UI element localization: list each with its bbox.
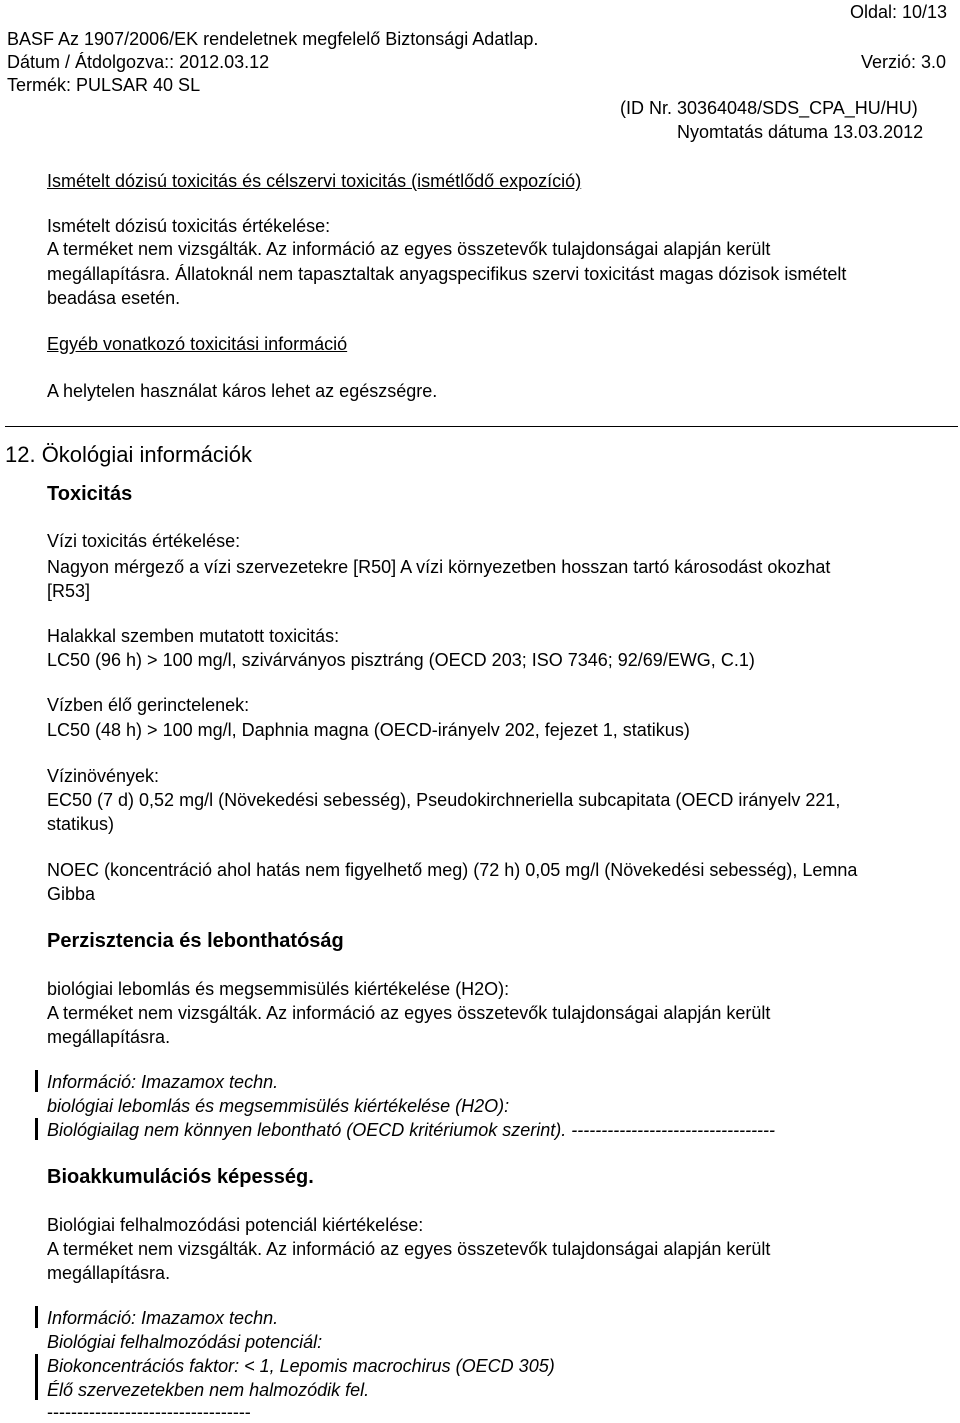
section-divider [5,426,958,427]
fish-value: LC50 (96 h) > 100 mg/l, szivárványos pisztráng (OECD 203; ISO 7346; 92/69/EWG, C.1) [47,650,755,670]
noec-line: NOEC (koncentráció ahol hatás nem figyelhető meg) (72 h) 0,05 mg/l (Növekedési sebesség), Lemna [47,860,858,880]
fish-label: Halakkal szemben mutatott toxicitás: [47,626,340,646]
plants-label: Vízinövények: [47,766,160,786]
noec-line: Gibba [47,884,96,904]
page-number: Oldal: 10/13 [850,2,948,22]
persistence-line: megállapításra. [47,1027,171,1047]
bioaccumulation-info: Információ: Imazamox techn. [47,1308,279,1328]
change-bar [35,1306,38,1328]
change-bar [35,1354,38,1400]
other-tox-heading: Egyéb vonatkozó toxicitási információ [47,334,348,354]
repeated-dose-heading: Ismételt dózisú toxicitás és célszervi toxicitás (ismétlődő expozíció) [47,171,582,191]
invertebrates-label: Vízben élő gerinctelenek: [47,695,250,715]
bioaccumulation-info-label: Biológiai felhalmozódási potenciál: [47,1332,323,1352]
print-date: Nyomtatás dátuma 13.03.2012 [677,122,924,142]
aquatic-line: Nagyon mérgező a vízi szervezetekre [R50] A vízi környezetben hosszan tartó károsodást okozhat [47,557,831,577]
bioaccumulation-heading: Bioakkumulációs képesség. [47,1166,314,1188]
other-tox-text: A helytelen használat káros lehet az egészségre. [47,381,438,401]
plants-line: EC50 (7 d) 0,52 mg/l (Növekedési sebesség), Pseudokirchneriella subcapitata (OECD irányelv 221, [47,790,841,810]
bioaccumulation-line: megállapításra. [47,1263,171,1283]
aquatic-line: [R53] [47,581,91,601]
bioaccumulation-info-value: Biokoncentrációs faktor: < 1, Lepomis macrochirus (OECD 305) [47,1356,555,1376]
bioaccumulation-line: A terméket nem vizsgálták. Az információ az egyes összetevők tulajdonságai alapján került [47,1239,771,1259]
plants-line: statikus) [47,814,115,834]
repeated-dose-label: Ismételt dózisú toxicitás értékelése: [47,216,331,236]
persistence-heading: Perzisztencia és lebonthatóság [47,930,344,952]
bioaccumulation-label: Biológiai felhalmozódási potenciál kiértékelése: [47,1215,424,1235]
repeated-dose-line: megállapításra. Állatoknál nem tapasztaltak anyagspecifikus szervi toxicitást magas dózisok ismételt [47,264,847,284]
repeated-dose-line: beadása esetén. [47,288,181,308]
separator-dashes: ---------------------------------- [47,1402,251,1422]
version: Verzió: 3.0 [861,52,947,72]
invertebrates-value: LC50 (48 h) > 100 mg/l, Daphnia magna (OECD-irányelv 202, fejezet 1, statikus) [47,720,690,740]
section-12-title: 12. Ökológiai információk [5,442,253,467]
revision-date: Dátum / Átdolgozva:: 2012.03.12 [7,52,270,72]
toxicity-heading: Toxicitás [47,483,133,505]
change-bar [35,1118,38,1140]
persistence-line: A terméket nem vizsgálták. Az információ az egyes összetevők tulajdonságai alapján került [47,1003,771,1023]
document-id: (ID Nr. 30364048/SDS_CPA_HU/HU) [620,98,918,118]
bioaccumulation-info-note: Élő szervezetekben nem halmozódik fel. [47,1380,370,1400]
persistence-label: biológiai lebomlás és megsemmisülés kiértékelése (H2O): [47,979,510,999]
repeated-dose-line: A terméket nem vizsgálták. Az információ az egyes összetevők tulajdonságai alapján került [47,239,771,259]
persistence-info-value: Biológiailag nem könnyen lebontható (OECD kritériumok szerint). ---------------------------------- [47,1120,776,1140]
persistence-info-label: biológiai lebomlás és megsemmisülés kiértékelése (H2O): [47,1096,510,1116]
product-name: Termék: PULSAR 40 SL [7,75,201,95]
aquatic-label: Vízi toxicitás értékelése: [47,531,241,551]
change-bar [35,1070,38,1092]
regulation-line: BASF Az 1907/2006/EK rendeletnek megfelelő Biztonsági Adatlap. [7,29,539,49]
persistence-info: Információ: Imazamox techn. [47,1072,279,1092]
